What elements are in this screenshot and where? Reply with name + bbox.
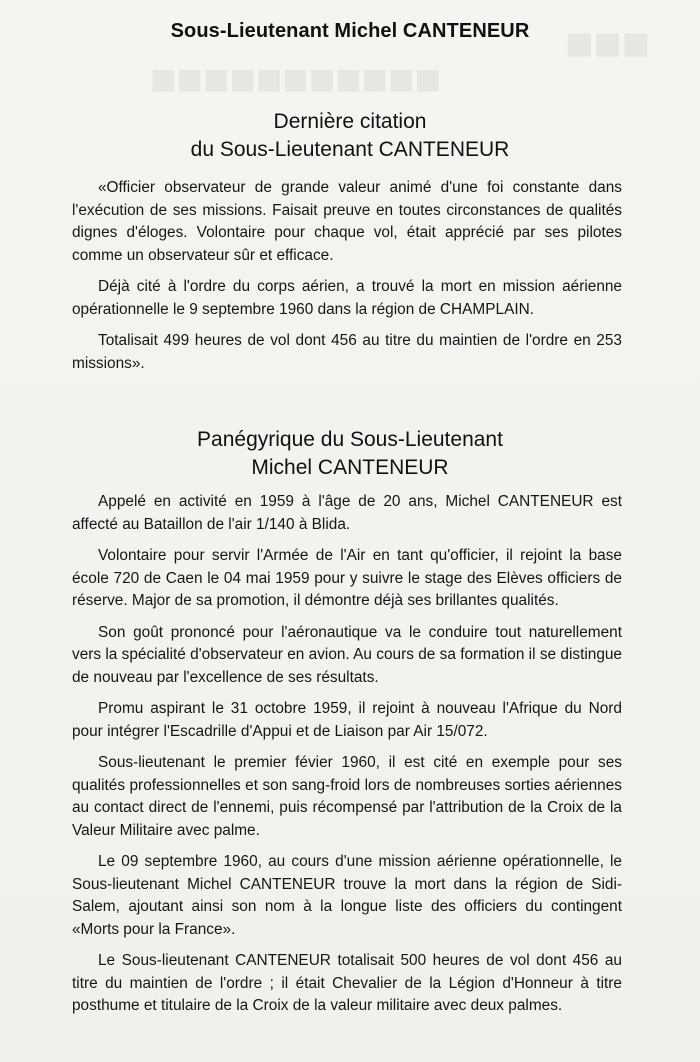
- citation-title-line-2: du Sous-Lieutenant CANTENEUR: [190, 138, 510, 161]
- citation-title-line-1: Dernière citation: [273, 110, 427, 133]
- citation-paragraph: Déjà cité à l'ordre du corps aérien, a trouvé la mort en mission aérienne opérationnelle le 9 septembre 1960 dans la région de CHAMPLAIN.: [72, 278, 622, 318]
- bleed-through-mark: ■■■: [565, 26, 651, 61]
- panegyric-paragraph: Le 09 septembre 1960, au cours d'une mission aérienne opérationnelle, le Sous-lieutenant Michel CANTENEUR trouve la mort dans la région de Sidi-Salem, ajoutant ainsi son nom à la longue liste des officiers du contingent «Morts pour la France».: [72, 853, 622, 938]
- panegyric-paragraph: Son goût prononcé pour l'aéronautique va le conduire tout naturellement vers la spécialité d'observateur en avion. Au cours de sa formation il se distingue de nouveau par l'excellence de ses résultats.: [72, 623, 622, 686]
- bleed-through-mark: ■■■■■■■■■■■: [150, 62, 442, 95]
- panegyric-title-line-1: Panégyrique du Sous-Lieutenant: [197, 428, 503, 451]
- panegyric-title-line-2: Michel CANTENEUR: [251, 456, 449, 479]
- citation-paragraph: «Officier observateur de grande valeur animé d'une foi constante dans l'exécution de ses missions. Faisait preuve en toutes circonstances de qualités dignes d'éloges. Volontaire pour chaque vol, était apprécié par ses pilotes comme un observateur sûr et efficace.: [72, 179, 622, 264]
- citation-body: [72, 177, 622, 384]
- panegyric-paragraph: Sous-lieutenant le premier févier 1960, il est cité en exemple pour ses qualités professionnelles et son sang-froid lors de nombreuses sorties aériennes au contact direct de l'ennemi, puis récompensé par l'attribution de la Croix de la Valeur Militaire avec palme.: [72, 754, 622, 839]
- panegyric-title: [0, 426, 700, 482]
- panegyric-paragraph: Promu aspirant le 31 octobre 1959, il rejoint à nouveau l'Afrique du Nord pour intégrer l'Escadrille d'Appui et de Liaison par Air 15/072.: [72, 700, 622, 740]
- panegyric-paragraph: Le Sous-lieutenant CANTENEUR totalisait 500 heures de vol dont 456 au titre du maintien de l'ordre ; il était Chevalier de la Légion d'Honneur à titre posthume et titulaire de la Croix de la valeur militaire avec deux palmes.: [72, 952, 622, 1014]
- running-head: Sous-Lieutenant Michel CANTENEUR: [170, 20, 530, 42]
- panegyric-paragraph: Volontaire pour servir l'Armée de l'Air en tant qu'officier, il rejoint la base école 720 de Caen le 04 mai 1959 pour y suivre le stage des Elèves officiers de réserve. Major de sa promotion, il démontre déjà ses brillantes qualités.: [72, 547, 622, 609]
- panegyric-body: [72, 491, 622, 1027]
- citation-paragraph: Totalisait 499 heures de vol dont 456 au titre du maintien de l'ordre en 253 missions».: [72, 332, 622, 372]
- citation-title: [0, 108, 700, 164]
- panegyric-paragraph: Appelé en activité en 1959 à l'âge de 20 ans, Michel CANTENEUR est affecté au Bataillon de l'air 1/140 à Blida.: [72, 493, 622, 533]
